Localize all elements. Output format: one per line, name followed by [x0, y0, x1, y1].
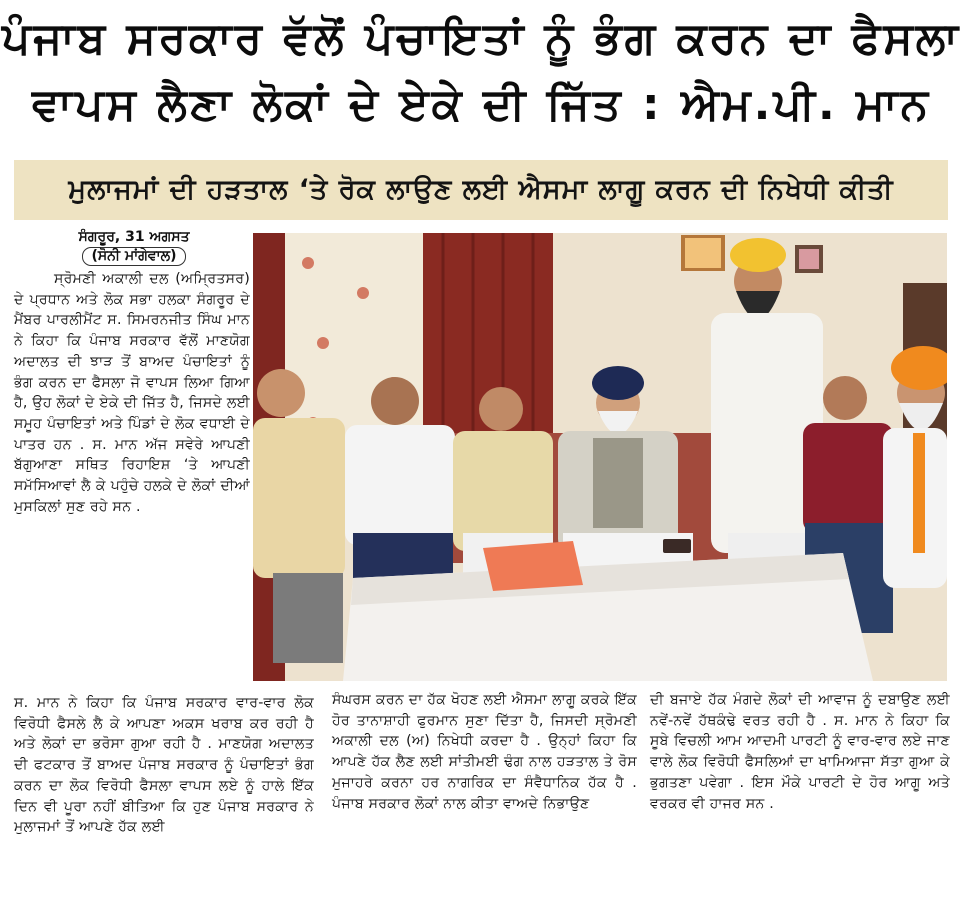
article-column-2 — [332, 690, 637, 814]
subheadline: ਮੁਲਾਜਮਾਂ ਦੀ ਹੜਤਾਲ ‘ਤੇ ਰੋਕ ਲਾਉਣ ਲਈ ਐਸਮਾ ਲਾਗੂ ਕਰਨ ਦੀ ਨਿਖੇਧੀ ਕੀਤੀ — [68, 174, 894, 205]
article-paragraph: ਦੀ ਬਜਾਏ ਹੱਕ ਮੰਗਦੇ ਲੋਕਾਂ ਦੀ ਆਵਾਜ ਨੂੰ ਦਬਾਉਣ ਲਈ ਨਵੇਂ-ਨਵੇਂ ਹੱਥਕੰਢੇ ਵਰਤ ਰਹੀ ਹੈ . ਸ. ਮਾਨ ਨੇ ਕਿਹਾ ਕਿ ਸੂਬੇ ਵਿਚਲੀ ਆਮ ਆਦਮੀ ਪਾਰਟੀ ਨੂੰ ਵਾਰ-ਵਾਰ ਲਏ ਜਾਣ ਵਾਲੇ ਲੋਕ ਵਿਰੋਧੀ ਫੈਸਲਿਆਂ ਦਾ ਖਾਮਿਆਜਾ ਸੱਤਾ ਗੁਆ ਕੇ ਭੁਗਤਣਾ ਪਵੇਗਾ . ਇਸ ਮੌਕੇ ਪਾਰਟੀ ਦੇ ਹੋਰ ਆਗੂ ਅਤੇ ਵਰਕਰ ਵੀ ਹਾਜਰ ਸਨ . — [650, 692, 950, 812]
news-photo-illustration — [253, 233, 947, 681]
dateline — [18, 229, 250, 266]
article-paragraph-lead: ਸ੍ਰੋਮਣੀ ਅਕਾਲੀ ਦਲ (ਅਮ੍ਰਿਤਸਰ) ਦੇ ਪ੍ਰਧਾਨ ਅਤੇ ਲੋਕ ਸਭਾ ਹਲਕਾ ਸੰਗਰੂਰ ਦੇ ਮੈਂਬਰ ਪਾਰਲੀਮੈਂਟ ਸ. ਸਿਮਰਨਜੀਤ ਸਿੰਘ ਮਾਨ ਨੇ ਕਿਹਾ ਕਿ ਪੰਜਾਬ ਸਰਕਾਰ ਵੱਲੋਂ ਮਾਣਯੋਗ ਅਦਾਲਤ ਦੀ ਝਾੜ ਤੋਂ ਬਾਅਦ ਪੰਚਾਇਤਾਂ ਨੂੰ ਭੰਗ ਕਰਨ ਦਾ ਫੈਸਲਾ ਜੋ ਵਾਪਸ ਲਿਆ ਗਿਆ ਹੈ, ਉਹ ਲੋਕਾਂ ਦੇ ਏਕੇ ਦੀ ਜਿੱਤ ਹੈ, ਜਿਸਦੇ ਲਈ ਸਮੂਹ ਪੰਚਾਇਤਾਂ ਅਤੇ ਪਿੰਡਾਂ ਦੇ ਲੋਕ ਵਧਾਈ ਦੇ ਪਾਤਰ ਹਨ . ਸ. ਮਾਨ ਅੱਜ ਸਵੇਰੇ ਆਪਣੀ ਬੱਗੁਆਣਾ ਸਥਿਤ ਰਿਹਾਇਸ਼ ‘ਤੇ ਆਪਣੀ ਸਮੱਸਿਆਵਾਂ ਲੈ ਕੇ ਪਹੁੰਚੇ ਹਲਕੇ ਦੇ ਲੋਕਾਂ ਦੀਆਂ ਮੁਸਕਿਲਾਂ ਸੁਣ ਰਹੇ ਸਨ . — [14, 271, 250, 515]
article-column-3 — [650, 690, 950, 814]
article-column-1-top — [14, 269, 250, 517]
subheadline-band — [14, 160, 948, 220]
article-column-1-bottom — [14, 693, 314, 838]
dateline-place-date: ਸੰਗਰੂਰ, 31 ਅਗਸਤ — [78, 229, 190, 245]
headline — [0, 6, 963, 138]
dateline-reporter: (ਸੋਨੀ ਮਾਂਗੇਵਾਲ) — [82, 247, 185, 266]
article-paragraph: ਸੰਘਰਸ ਕਰਨ ਦਾ ਹੱਕ ਖੋਹਣ ਲਈ ਐਸਮਾ ਲਾਗੂ ਕਰਕੇ ਇੱਕ ਹੋਰ ਤਾਨਾਸ਼ਾਹੀ ਫੁਰਮਾਨ ਸੁਣਾ ਦਿੱਤਾ ਹੈ, ਜਿਸਦੀ ਸ੍ਰੋਮਣੀ ਅਕਾਲੀ ਦਲ (ਅ) ਨਿਖੇਧੀ ਕਰਦਾ ਹੈ . ਉਨ੍ਹਾਂ ਕਿਹਾ ਕਿ ਆਪਣੇ ਹੱਕ ਲੈਣ ਲਈ ਸਾਂਤੀਮਈ ਢੰਗ ਨਾਲ ਹੜਤਾਲ ਤੇ ਰੋਸ ਮੁਜਾਹਰੇ ਕਰਨਾ ਹਰ ਨਾਗਰਿਕ ਦਾ ਸੰਵੈਧਾਨਿਕ ਹੱਕ ਹੈ . ਪੰਜਾਬ ਸਰਕਾਰ ਲੋਕਾਂ ਨਾਲ ਕੀਤਾ ਵਾਅਦੇ ਨਿਭਾਉਣ — [332, 692, 637, 812]
headline-line-1: ਪੰਜਾਬ ਸਰਕਾਰ ਵੱਲੋਂ ਪੰਚਾਇਤਾਂ ਨੂੰ ਭੰਗ ਕਰਨ ਦਾ ਫੈਸਲਾ — [2, 13, 961, 64]
article-paragraph: ਸ. ਮਾਨ ਨੇ ਕਿਹਾ ਕਿ ਪੰਜਾਬ ਸਰਕਾਰ ਵਾਰ-ਵਾਰ ਲੋਕ ਵਿਰੋਧੀ ਫੈਸਲੇ ਲੈ ਕੇ ਆਪਣਾ ਅਕਸ ਖਰਾਬ ਕਰ ਰਹੀ ਹੈ ਅਤੇ ਲੋਕਾਂ ਦਾ ਭਰੋਸਾ ਗੁਆ ਰਹੀ ਹੈ . ਮਾਣਯੋਗ ਅਦਾਲਤ ਦੀ ਫਟਕਾਰ ਤੋਂ ਬਾਅਦ ਪੰਜਾਬ ਸਰਕਾਰ ਨੂੰ ਪੰਚਾਇਤਾਂ ਭੰਗ ਕਰਨ ਦਾ ਲੋਕ ਵਿਰੋਧੀ ਫੈਸਲਾ ਵਾਪਸ ਲਏ ਨੂੰ ਹਾਲੇ ਇੱਕ ਦਿਨ ਵੀ ਪੂਰਾ ਨਹੀਂ ਬੀਤਿਆ ਕਿ ਹੁਣ ਪੰਜਾਬ ਸਰਕਾਰ ਨੇ ਮੁਲਾਜਮਾਂ ਤੋਂ ਆਪਣੇ ਹੱਕ ਲਈ — [14, 695, 314, 836]
headline-line-2: ਵਾਪਸ ਲੈਣਾ ਲੋਕਾਂ ਦੇ ਏਕੇ ਦੀ ਜਿੱਤ : ਐਮ.ਪੀ. ਮਾਨ — [31, 79, 932, 130]
news-photo — [253, 233, 947, 681]
